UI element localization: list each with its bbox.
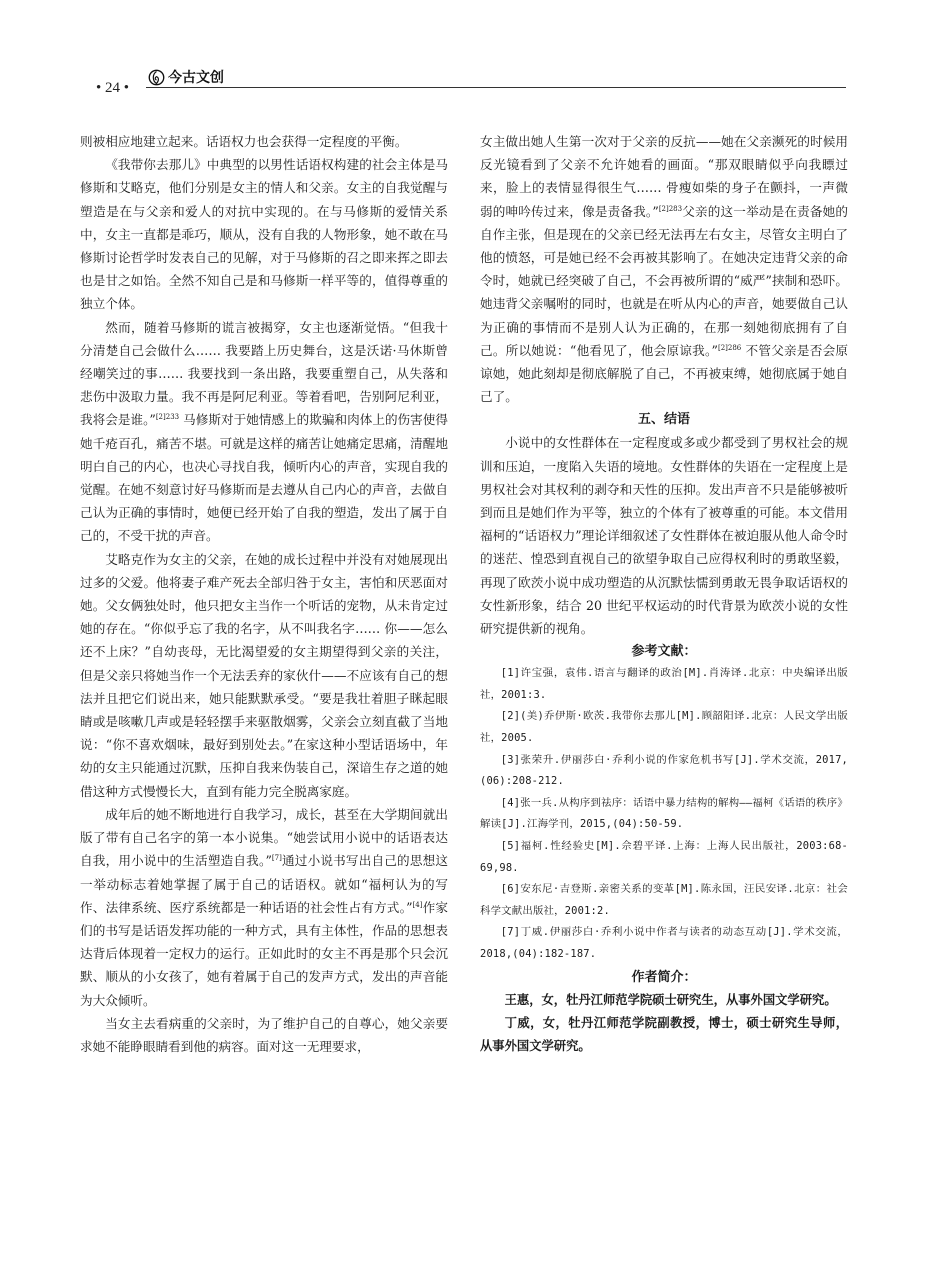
author-bio-heading: 作者简介： [631, 969, 697, 985]
author-bio-item: 王惠，女，牡丹江师范学院硕士研究生，从事外国文学研究。 [504, 992, 837, 1007]
reference-item: [3]张荣升.伊丽莎白·乔利小说的作家危机书写[J].学术交流，2017,(06):208-212. [480, 753, 848, 788]
paragraph [80, 316, 448, 548]
citation: [2]233 [155, 413, 180, 422]
reference-item: [6]安东尼·吉登斯.亲密关系的变革[M].陈永国，汪民安译.北京：社会科学文献出版社，2001:2. [480, 883, 848, 917]
paragraph [80, 803, 448, 1012]
citation: [2]286 [717, 343, 742, 352]
page-header [96, 66, 846, 106]
paragraph-text: 作家们的书写是话语发挥功能的一种方式，具有主体性，作品的思想表达背后体现着一定权力的运行。正如此时的女主不再是那个只会沉默、顺从的小女孩了，她有着属于自己的发声方式，发出的声音能为大众倾听。 [80, 899, 449, 1008]
author-bio-item: 丁威，女，牡丹江师范学院副教授，博士，硕士研究生导师，从事外国文学研究。 [480, 1015, 848, 1053]
paragraph: 小说中的女性群体在一定程度或多或少都受到了男权社会的规训和压迫，一度陷入失语的境地。女性群体的失语在一定程度上是男权社会对其权利的剥夺和天性的压抑。发出声音不只是能够被听到而且是她们作为平等，独立的个体有了被尊重的可能。本文借用福柯的“话语权力”理论详细叙述了女性群体在被迫服从他人命令时的迷茫、惶恐到直视自己的欲望争取自己应得权利时的勇敢坚毅，再现了欧茨小说中成功塑造的从沉默怯懦到勇敢无畏争取话语权的女性新形象，结合 20 世纪平权运动的时代背景为欧茨小说的女性研究提供新的视角。 [480, 435, 848, 637]
paragraph-text: 不管父亲是否会原谅她，她此刻却是彻底解脱了自己，不再被束缚，她彻底属于她自己了。 [480, 342, 849, 405]
page-number: • 24 • [96, 80, 130, 96]
citation: [2]283 [658, 204, 683, 213]
paragraph [480, 130, 848, 408]
right-column [480, 130, 848, 1058]
citation: [4] [412, 900, 423, 909]
journal-name: 今古文创 [168, 70, 224, 86]
paragraph-text: 马修斯对于她情感上的欺骗和肉体上的伤害使得她千疮百孔，痛苦不堪。可就是这样的痛苦让她痛定思痛，清醒地明白自己的内心，也决心寻找自我，倾听内心的声音，实现自我的觉醒。在她不刻意讨好马修斯而是去遵从自己内心的声音，去做自己认为正确的事情时，她便已经开始了自我的塑造，发出了属于自己的，不受干扰的声音。 [80, 412, 448, 544]
citation: [7] [271, 854, 282, 863]
conclusion-heading: 五、结语 [637, 412, 690, 428]
paragraph: 当女主去看病重的父亲时，为了维护自己的自尊心，她父亲要求她不能睁眼睛看到他的病容。面对这一无理要求， [80, 1015, 448, 1054]
paragraph: 则被相应地建立起来。话语权力也会获得一定程度的平衡。 [80, 134, 408, 149]
paragraph-text: 女主做出她人生第一次对于父亲的反抗——她在父亲濒死的时候用反光镜看到了父亲不允许她看的画面。“那双眼睛似乎向我瞟过来，脸上的表情显得很生气…… 骨瘦如柴的身子在颤抖，一声微弱的呻吟传过来，像是责备我。” [480, 134, 848, 219]
references-heading: 参考文献： [631, 644, 697, 660]
swirl-logo-icon [148, 69, 165, 86]
author-bio [480, 989, 848, 1058]
reference-item: [2](美)乔伊斯·欧茨.我带你去那儿[M].顾韶阳译.北京：人民文学出版社，2005. [480, 710, 848, 745]
paragraph-text: 父亲的这一举动是在责备她的自作主张，但是现在的父亲已经无法再左右女主，尽管女主明白了他的愤怒，可是她已经不会再被其影响了。在她决定违背父亲的命令时，她就已经突破了自己，不会再被所谓的“威严”挟制和恐吓。她违背父亲嘱咐的同时，也就是在听从内心的声音，她要做自己认为正确的事情而不是别人认为正确的，在那一刻她彻底拥有了自己。所以她说：“他看见了，他会原谅我。” [480, 203, 849, 358]
left-column [80, 130, 448, 1058]
paragraph: 艾略克作为女主的父亲，在她的成长过程中并没有对她展现出过多的父爱。他将妻子难产死去全部归咎于女主，害怕和厌恶面对她。父女俩独处时，他只把女主当作一个听话的宠物，从未肯定过她的存在。“你似乎忘了我的名字，从不叫我名字…… 你——怎么还不上床？”自幼丧母，无比渴望爱的女主期望得到父亲的关注，但是父亲只将她当作一个无法丢弃的家伙什——不应该有自己的想法并且把它们说出来，她只能默默承受。“要是我壮着胆子眯起眼睛或是咳嗽几声或是轻轻摆手来驱散烟雾，父亲会立刻直截了当地说：“你不喜欢烟味，最好到别处去。”在家这种小型话语场中，年幼的女主只能通过沉默，压抑自我来伪装自己，深谙生存之道的她借这种方式慢慢长大，直到有能力完全脱离家庭。 [80, 551, 448, 799]
paragraph-text: 成年后的她不断地进行自我学习，成长，甚至在大学期间就出版了带有自己名字的第一本小说集。“她尝试用小说中的话语表达自我，用小说中的生活塑造自我。” [80, 806, 448, 869]
reference-item: [5]福柯.性经验史[M].佘碧平译.上海：上海人民出版社，2003:68-69,98. [480, 840, 848, 874]
references-list [480, 663, 848, 965]
reference-item: [7]丁威.伊丽莎白·乔利小说中作者与读者的动态互动[J].学术交流，2018,(04):182-187. [480, 926, 848, 960]
reference-item: [4]张一兵.从构序到祛序：话语中暴力结构的解构——福柯《话语的秩序》解读[J].江海学刊，2015,(04):50-59. [480, 796, 848, 831]
paragraph-text: 然而，随着马修斯的谎言被揭穿，女主也逐渐觉悟。“但我十分清楚自己会做什么…… 我要踏上历史舞台，这是沃诺·马休斯曾经嘲笑过的事…… 我要找到一条出路，我要重塑自己，从失落和悲伤中汲取力量。我不再是阿尼利亚。等着看吧，告别阿尼利亚，我将会是谁。” [80, 319, 448, 428]
paragraph-text: 通过小说书写出自己的思想这一举动标志着她掌握了属于自己的话语权。就如“福柯认为的写作、法律系统、医疗系统都是一种话语的社会性占有方式。” [80, 853, 448, 915]
journal-logo [148, 67, 224, 87]
header-divider [146, 87, 846, 88]
paragraph: 《我带你去那儿》中典型的以男性话语权构建的社会主体是马修斯和艾略克，他们分别是女主的情人和父亲。女主的自我觉醒与塑造是在与父亲和爱人的对抗中实现的。在与马修斯的爱情关系中，女主一直都是乖巧，顺从，没有自我的人物形象，她不敢在马修斯讨论哲学时发表自己的见解，对于马修斯的召之即来挥之即去也是甘之如饴。全然不知自己是和马修斯一样平等的，值得尊重的独立个体。 [80, 157, 448, 312]
reference-item: [1]许宝强，袁伟.语言与翻译的政治[M].肖涛译.北京：中央编译出版社，2001:3. [480, 667, 848, 701]
